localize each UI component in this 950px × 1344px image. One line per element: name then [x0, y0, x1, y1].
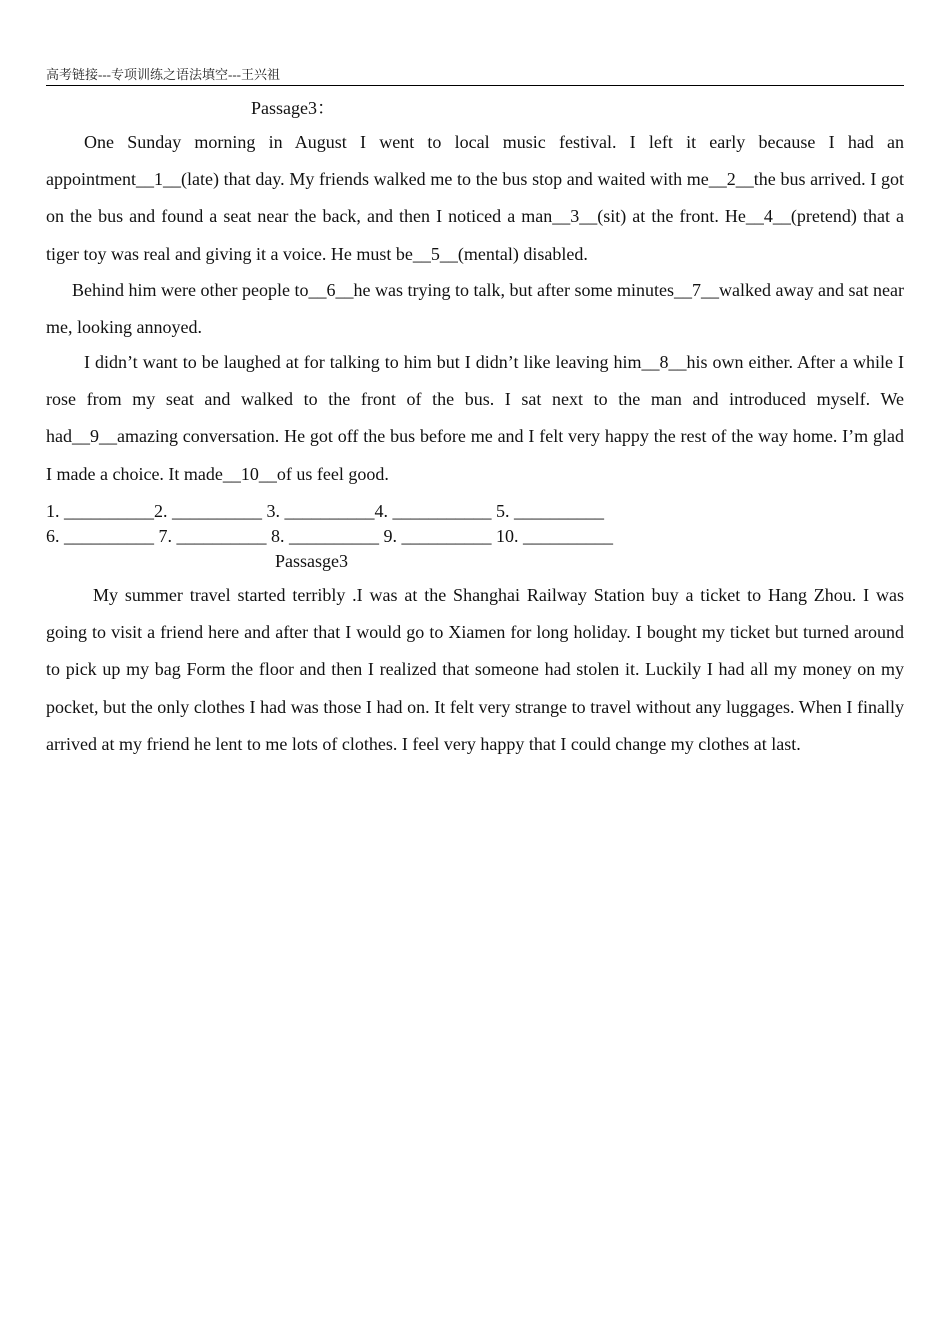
passage2-paragraph-1: My summer travel started terribly .I was at the Shanghai Railway Station buy a ticket to Hang Zhou. I was going to visit a friend here and after that I would go to Xiamen for long holiday. I bought my ticket but turned around to pick up my bag Form the floor and then I realized that someone had stolen it. Luckily I had all my money on my pocket, but the only clothes I had was those I had on. It felt very strange to travel without any luggages. When I finally arrived at my friend he lent to me lots of clothes. I feel very happy that I could change my clothes at last.: [46, 585, 904, 754]
passage2-title: Passasge3: [275, 551, 348, 571]
passage1-title: Passage3：: [251, 98, 335, 118]
passage1-paragraph-1: One Sunday morning in August I went to local music festival. I left it early because I had an appointment__1__(late) that day. My friends walked me to the bus stop and waited with me__2__the bus arrived. I got on the bus and found a seat near the back, and then I noticed a man__3__(sit) at the front. He__4__(pretend) that a tiger toy was real and giving it a voice. He must be__5__(mental) disabled.: [46, 132, 904, 264]
passage1-paragraph-2: Behind him were other people to__6__he was trying to talk, but after some minutes__7__walked away and sat near me, looking annoyed.: [46, 280, 904, 338]
answer-blanks-line-2: 6. __________ 7. __________ 8. __________ 9. __________ 10. __________: [46, 526, 613, 546]
page-header: 高考链接---专项训练之语法填空---王兴祖: [46, 66, 904, 86]
answer-blanks-line-1: 1. __________2. __________ 3. __________4. ___________ 5. __________: [46, 501, 604, 521]
passage1-paragraph-3: I didn’t want to be laughed at for talking to him but I didn’t like leaving him__8__his own either. After a while I rose from my seat and walked to the front of the bus. I sat next to the man and introduced myself. We had__9__amazing conversation. He got off the bus before me and I felt very happy the rest of the way home. I’m glad I made a choice. It made__10__of us feel good.: [46, 352, 904, 484]
